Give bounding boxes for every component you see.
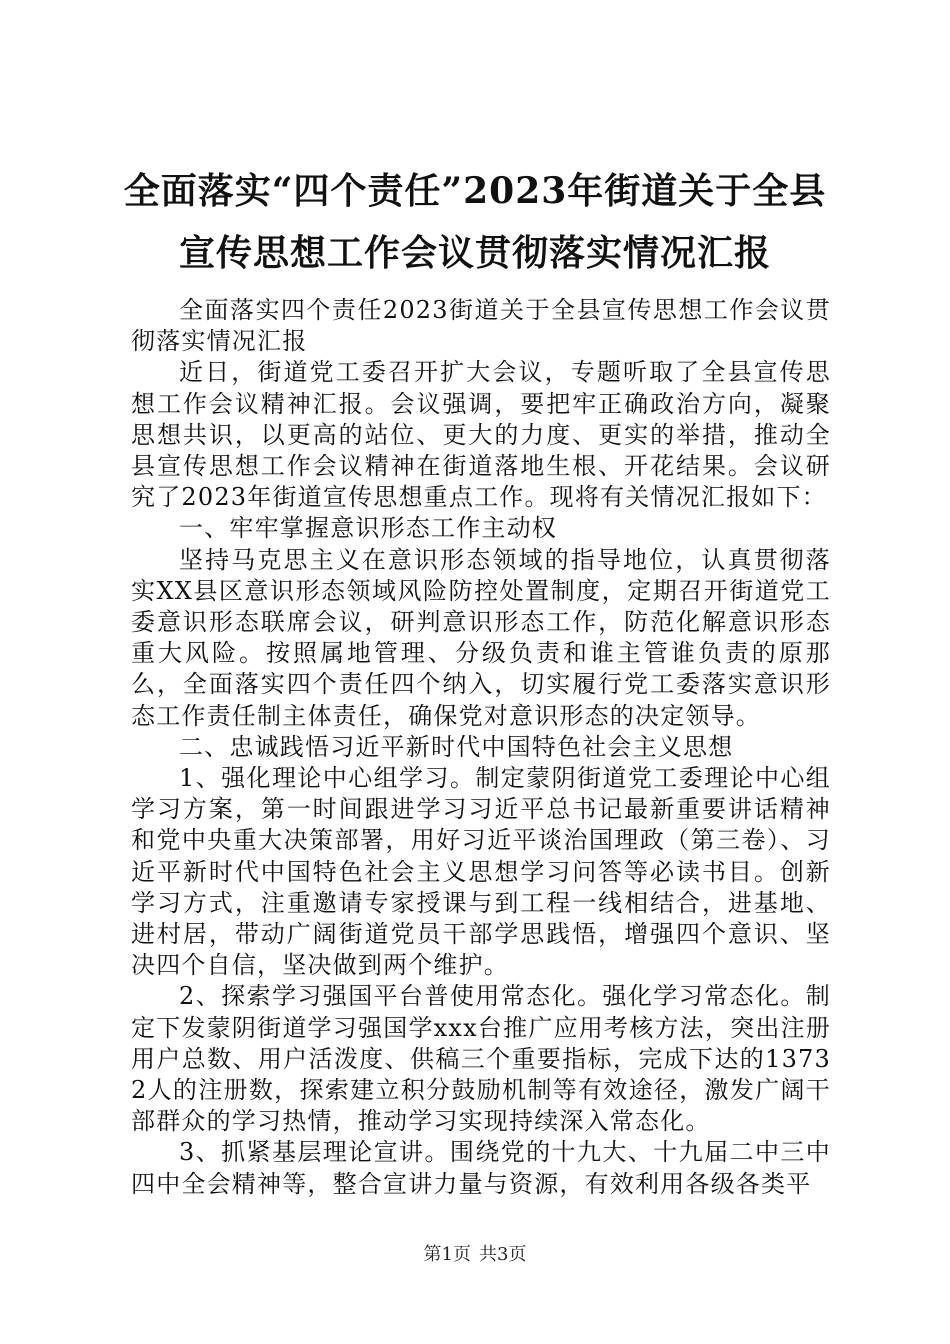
page-footer <box>0 1243 950 1267</box>
title-line-2: 宣传思想工作会议贯彻落实情况汇报 <box>178 232 771 274</box>
document-title <box>60 160 890 284</box>
paragraph-intro: 近日，街道党工委召开扩大会议，专题听取了全县宣传思想工作会议精神汇报。会议强调，要把牢正确政治方向，凝聚思想共识，以更高的站位、更大的力度、更实的举措，推动全县宣传思想工作会议精神在街道落地生根、开花结果。会议研究了2023年街道宣传思想重点工作。现将有关情况汇报如下： <box>131 358 831 512</box>
section-heading-2: 二、忠诚践悟习近平新时代中国特色社会主义思想 <box>179 732 734 761</box>
paragraph-item-1: 1、强化理论中心组学习。制定蒙阴街道党工委理论中心组学习方案，第一时间跟进学习习近平总书记最新重要讲话精神和党中央重大决策部署，用好习近平谈治国理政（第三卷）、习近平新时代中国特色社会主义思想学习问答等必读书目。创新学习方式，注重邀请专家授课与到工程一线相结合，进基地、进村居，带动广阔街道党员干部学思践悟，增强四个意识、坚决四个自信，坚决做到两个维护。 <box>131 764 831 980</box>
section-heading-1: 一、牢牢掌握意识形态工作主动权 <box>179 514 557 543</box>
paragraph-item-2: 2、探索学习强国平台普使用常态化。强化学习常态化。制定下发蒙阴街道学习强国学xxx台推广应用考核方法，突出注册用户总数、用户活泼度、供稿三个重要指标，完成下达的13732人的注册数，探索建立积分鼓励机制等有效途径，激发广阔干部群众的学习热情，推动学习实现持续深入常态化。 <box>131 982 831 1136</box>
page-number: 第1页 <box>423 1244 471 1265</box>
paragraph-subtitle: 全面落实四个责任2023街道关于全县宣传思想工作会议贯彻落实情况汇报 <box>131 296 831 356</box>
document-body <box>131 295 831 1200</box>
title-line-1: 全面落实“四个责任”2023年街道关于全县 <box>123 170 827 212</box>
page-total: 共3页 <box>479 1244 527 1265</box>
paragraph-item-3: 3、抓紧基层理论宣讲。围绕党的十九大、十九届二中三中四中全会精神等，整合宣讲力量与资源，有效利用各级各类平 <box>131 1138 831 1198</box>
paragraph-section-1: 坚持马克思主义在意识形态领域的指导地位，认真贯彻落实XX县区意识形态领域风险防控处置制度，定期召开街道党工委意识形态联席会议，研判意识形态工作，防范化解意识形态重大风险。按照属地管理、分级负责和谁主管谁负责的原那么，全面落实四个责任四个纳入，切实履行党工委落实意识形态工作责任制主体责任，确保党对意识形态的决定领导。 <box>131 545 831 730</box>
